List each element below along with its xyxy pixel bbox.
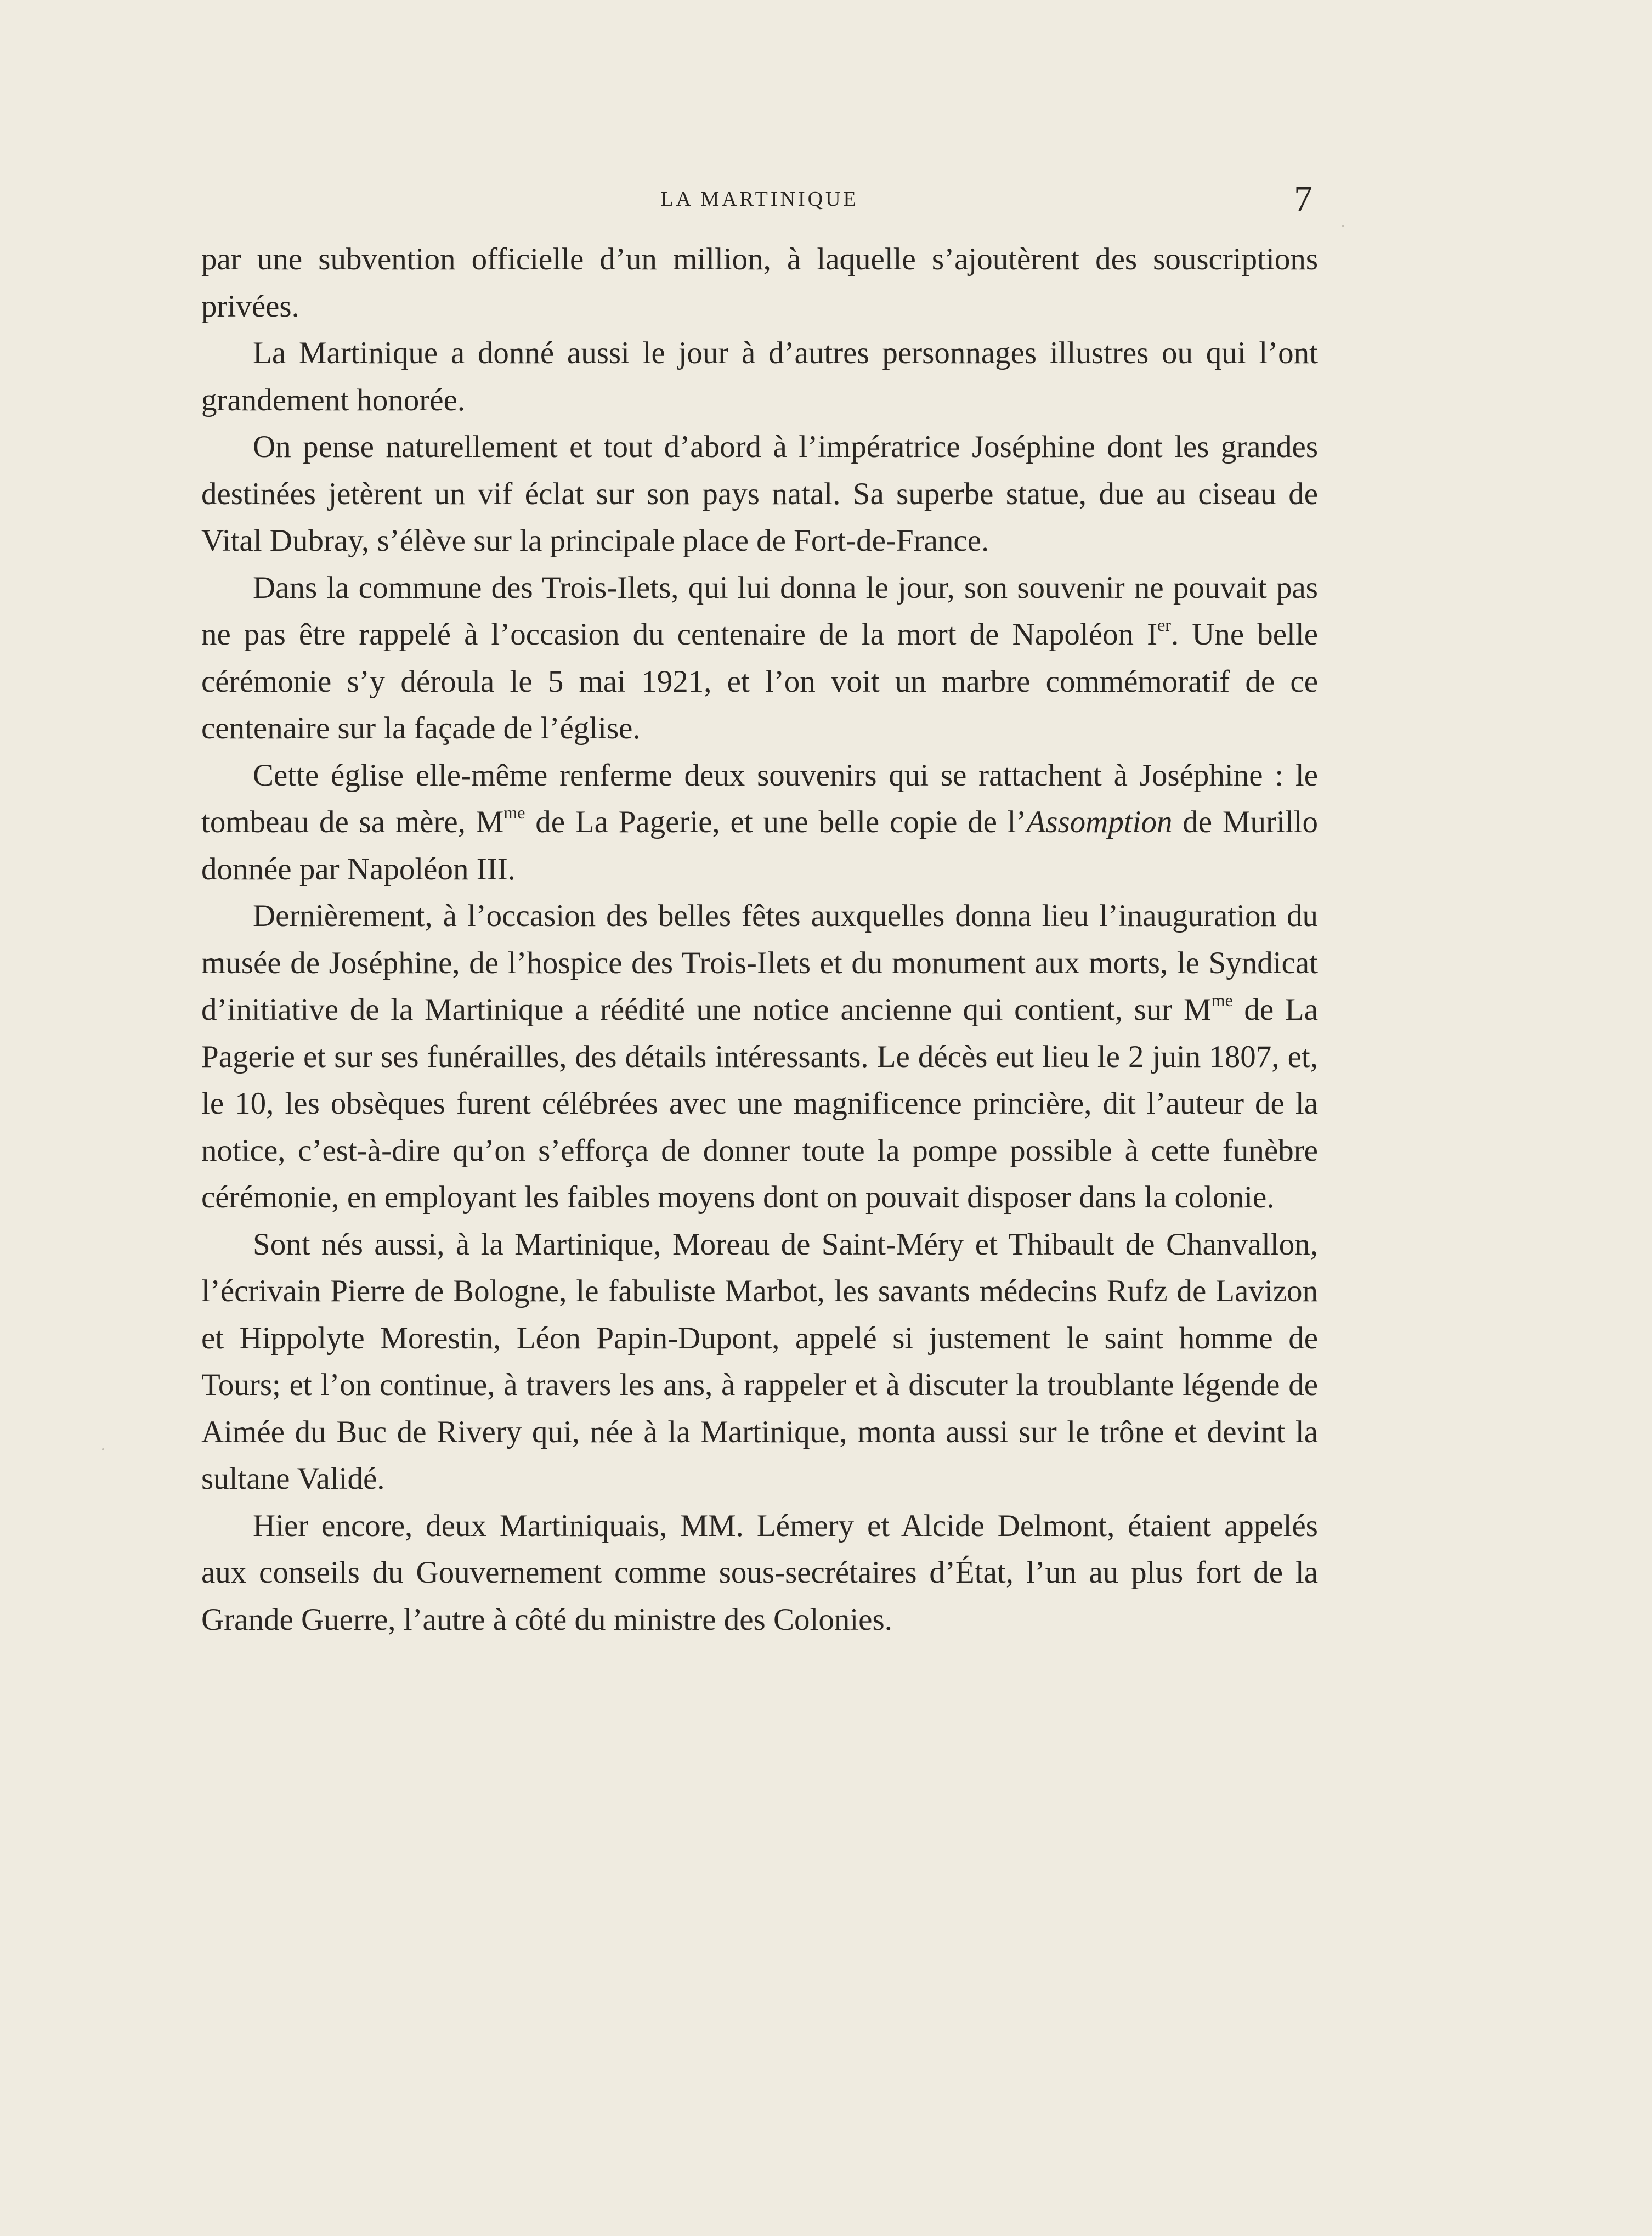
- paragraph-2: [201, 330, 1318, 424]
- paragraph-5-text-before-superscript: Cette église elle-même renferme deux souvenirs qui se rattachent à Joséphine : le tombeau de sa mère, M: [201, 758, 1318, 839]
- paragraph-5: [201, 752, 1318, 893]
- paragraph-1: [201, 236, 1318, 330]
- page-number: 7: [1294, 178, 1312, 219]
- paper-speck: [1342, 225, 1344, 227]
- paragraph-8: [201, 1503, 1318, 1644]
- superscript-me: me: [503, 803, 525, 822]
- paragraph-8-text: Hier encore, deux Martiniquais, MM. Lémery et Alcide Delmont, étaient appelés aux conseils du Gouvernement comme sous-secrétaires d’État, l’un au plus fort de la Grande Guerre, l’autre à côté du ministre des Colonies.: [201, 1508, 1318, 1637]
- paragraph-6: [201, 893, 1318, 1221]
- body-text: [201, 236, 1318, 1643]
- paragraph-3: [201, 424, 1318, 564]
- paragraph-4: [201, 564, 1318, 752]
- paragraph-2-text: La Martinique a donné aussi le jour à d’autres personnages illustres ou qui l’ont grandement honorée.: [201, 336, 1318, 417]
- page-header: [201, 180, 1318, 218]
- paragraph-7-text: Sont nés aussi, à la Martinique, Moreau de Saint-Méry et Thibault de Chanvallon, l’écrivain Pierre de Bologne, le fabuliste Marbot, les savants médecins Rufz de Lavizon et Hippolyte Morestin, Léon Papin-Dupont, appelé si justement le saint homme de Tours; et l’on continue, à travers les ans, à rappeler et à discuter la troublante légende de Aimée du Buc de Rivery qui, née à la Martinique, monta aussi sur le trône et devint la sultane Validé.: [201, 1227, 1318, 1496]
- superscript-me: me: [1211, 990, 1233, 1010]
- paragraph-5-text-end: de Murillo donnée par Napoléon III.: [201, 805, 1318, 887]
- paragraph-3-text: On pense naturellement et tout d’abord à l’impératrice Joséphine dont les grandes destinées jetèrent un vif éclat sur son pays natal. Sa superbe statue, due au ciseau de Vital Dubray, s’élève sur la principale place de Fort-de-France.: [201, 430, 1318, 558]
- superscript-er: er: [1157, 615, 1171, 635]
- paragraph-1-text: par une subvention officielle d’un million, à laquelle s’ajoutèrent des souscriptions privées.: [201, 242, 1318, 324]
- paragraph-6-text-before-superscript: Dernièrement, à l’occasion des belles fêtes auxquelles donna lieu l’inauguration du musée de Joséphine, de l’hospice des Trois-Ilets et du monument aux morts, le Syndicat d’initiative de la Martinique a réédité une notice ancienne qui contient, sur M: [201, 899, 1318, 1027]
- assumption-title: Assomption: [1026, 805, 1173, 839]
- paragraph-5-text-middle: de La Pagerie, et une belle copie de l’: [525, 805, 1027, 839]
- paper-speck: [102, 1448, 104, 1450]
- paragraph-6-text-after-superscript: de La Pagerie et sur ses funérailles, des détails intéressants. Le décès eut lieu le 2 juin 1807, et, le 10, les obsèques furent célébrées avec une magnificence princière, dit l’auteur de la notice, c’est-à-dire qu’on s’efforça de donner toute la pompe possible à cette funèbre cérémonie, en employant les faibles moyens dont on pouvait disposer dans la colonie.: [201, 992, 1318, 1215]
- paragraph-4-text-after-superscript: . Une belle cérémonie s’y déroula le 5 mai 1921, et l’on voit un marbre commémoratif de ce centenaire sur la façade de l’église.: [201, 617, 1318, 746]
- running-title: LA MARTINIQUE: [660, 188, 859, 211]
- paragraph-4-text-before-superscript: Dans la commune des Trois-Ilets, qui lui donna le jour, son souvenir ne pouvait pas ne pas être rappelé à l’occasion du centenaire de la mort de Napoléon I: [201, 570, 1318, 652]
- paragraph-7: [201, 1221, 1318, 1503]
